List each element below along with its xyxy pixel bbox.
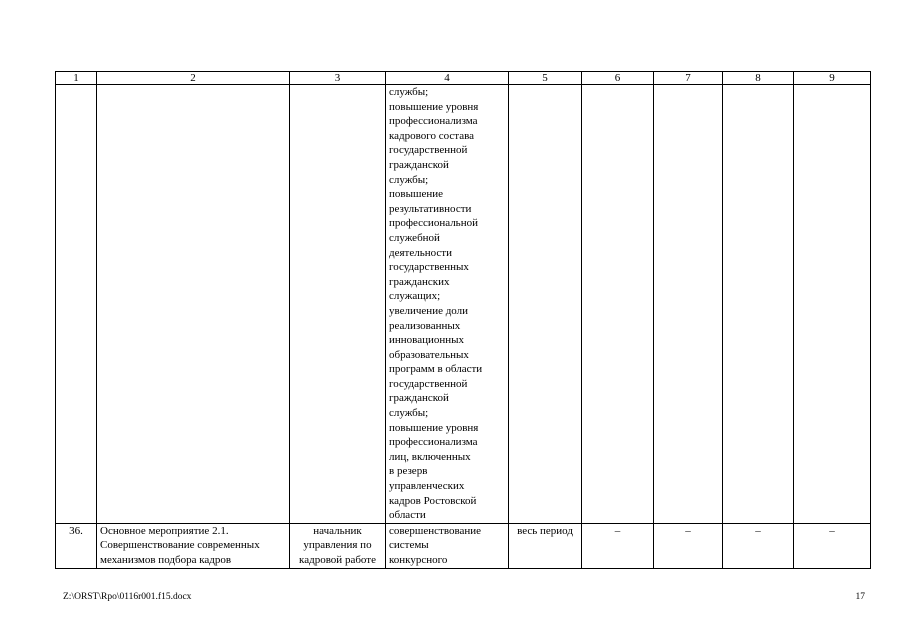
text-line: лиц, включенных xyxy=(389,450,471,463)
footer-page-number: 17 xyxy=(855,592,865,602)
text-line: механизмов подбора кадров xyxy=(100,554,232,566)
text-line: в резерв xyxy=(389,465,428,478)
text-line: служащих; xyxy=(389,290,441,303)
expected-results-cell xyxy=(386,85,509,524)
text-line: профессионализма xyxy=(389,436,478,449)
header-cell: 9 xyxy=(794,72,871,85)
dash-cell: – xyxy=(794,523,871,568)
text-line: системы xyxy=(389,539,429,552)
document-table xyxy=(55,71,871,569)
text-line: управленческих xyxy=(389,480,465,493)
text-line: службы; xyxy=(389,173,429,186)
header-cell: 2 xyxy=(97,72,290,85)
text-line: области xyxy=(389,509,426,522)
text-line: Основное мероприятие 2.1. xyxy=(100,524,229,537)
empty-cell xyxy=(723,85,794,524)
text-line: увеличение доли xyxy=(389,304,469,317)
text-line: начальник xyxy=(313,524,362,537)
empty-cell xyxy=(97,85,290,524)
empty-cell xyxy=(654,85,723,524)
empty-cell xyxy=(582,85,654,524)
dash-cell: – xyxy=(723,523,794,568)
text-line: профессиональной xyxy=(389,217,478,230)
text-line: гражданской xyxy=(389,158,449,171)
text-line: программ в области xyxy=(389,363,483,376)
dash-cell: – xyxy=(654,523,723,568)
text-line: государственных xyxy=(389,261,469,274)
text-line: инновационных xyxy=(389,334,465,347)
text-line: профессионализма xyxy=(389,115,478,128)
text-line: деятельности xyxy=(389,246,452,259)
expected-results-cell xyxy=(386,523,509,568)
table-row-36 xyxy=(56,523,871,568)
activity-name-cell xyxy=(97,523,290,568)
row-number: 36. xyxy=(56,523,97,568)
table-row-continued xyxy=(56,85,871,524)
text-line: службы; xyxy=(389,407,429,420)
text-line: службы; xyxy=(389,86,429,98)
responsible-cell xyxy=(290,523,386,568)
text-line: кадровой работе xyxy=(299,554,376,566)
text-line: реализованных xyxy=(389,319,461,332)
text-line: гражданской xyxy=(389,392,449,405)
text-line: государственной xyxy=(389,377,468,390)
text-line: образовательных xyxy=(389,348,469,361)
header-cell: 5 xyxy=(509,72,582,85)
text-line: кадров Ростовской xyxy=(389,494,477,507)
text-line: управления по xyxy=(303,539,372,552)
text-line: совершенствование xyxy=(389,524,482,537)
header-cell: 7 xyxy=(654,72,723,85)
text-line: результативности xyxy=(389,202,472,215)
text-line: гражданских xyxy=(389,275,450,288)
header-cell: 3 xyxy=(290,72,386,85)
text-line: служебной xyxy=(389,231,440,244)
header-cell: 1 xyxy=(56,72,97,85)
period-cell: весь период xyxy=(509,523,582,568)
text-line: конкурсного xyxy=(389,554,448,566)
empty-cell xyxy=(56,85,97,524)
empty-cell xyxy=(794,85,871,524)
header-cell: 6 xyxy=(582,72,654,85)
empty-cell xyxy=(290,85,386,524)
empty-cell xyxy=(509,85,582,524)
header-cell: 8 xyxy=(723,72,794,85)
text-line: повышение уровня xyxy=(389,100,479,113)
text-line: повышение xyxy=(389,188,443,201)
text-line: государственной xyxy=(389,144,468,157)
text-line: Совершенствование современных xyxy=(100,539,260,552)
dash-cell: – xyxy=(582,523,654,568)
text-line: повышение уровня xyxy=(389,421,479,434)
header-cell: 4 xyxy=(386,72,509,85)
text-line: кадрового состава xyxy=(389,129,475,142)
table-header-row xyxy=(56,72,871,85)
footer-file-path: Z:\ORST\Rpo\0116r001.f15.docx xyxy=(63,592,192,602)
